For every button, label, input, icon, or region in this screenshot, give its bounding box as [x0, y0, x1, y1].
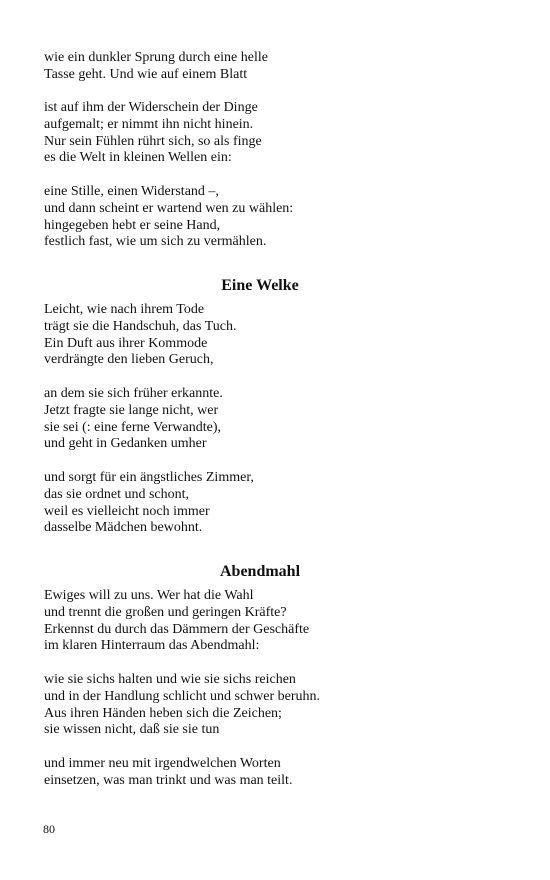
- poem-line: und trennt die großen und geringen Kräfte?: [44, 604, 287, 620]
- stanza-abendmahl-3: [44, 756, 292, 790]
- poem-line: und sorgt für ein ängstliches Zimmer,: [44, 470, 254, 485]
- stanza-eine-welke-1: [44, 302, 236, 369]
- poem-line: und geht in Gedanken umher: [44, 436, 207, 452]
- stanza-abendmahl-2: [44, 672, 320, 739]
- poem-line: dasselbe Mädchen bewohnt.: [44, 520, 203, 536]
- poem-line: Leicht, wie nach ihrem Tode: [44, 302, 205, 317]
- poem-line: Ein Duft aus ihrer Kommode: [44, 335, 208, 351]
- stanza-continued-2: [44, 100, 262, 167]
- poem-line: Ewiges will zu uns. Wer hat die Wahl: [44, 588, 254, 603]
- poem-line: verdrängte den lieben Geruch,: [44, 352, 214, 368]
- poem-line: wie sie sichs halten und wie sie sichs reichen: [44, 672, 296, 687]
- poem-line: trägt sie die Handschuh, das Tuch.: [44, 318, 237, 334]
- poem-line: aufgemalt; er nimmt ihn nicht hinein.: [44, 116, 254, 132]
- poem-line: Nur sein Fühlen rührt sich, so als finge: [44, 133, 262, 149]
- poem-line: festlich fast, wie um sich zu vermählen.: [44, 234, 267, 250]
- poem-line: sie sei (: eine ferne Verwandte),: [44, 419, 221, 435]
- stanza-eine-welke-3: [44, 470, 254, 537]
- poem-line: ist auf ihm der Widerschein der Dinge: [44, 100, 258, 115]
- poem-line: im klaren Hinterraum das Abendmahl:: [44, 638, 260, 654]
- poem-line: eine Stille, einen Widerstand –,: [44, 184, 219, 199]
- poem-line: einsetzen, was man trinkt und was man teilt.: [44, 772, 293, 788]
- poem-line: es die Welt in kleinen Wellen ein:: [44, 150, 232, 166]
- poem-title-eine-welke: Eine Welke: [221, 277, 299, 294]
- poem-line: und dann scheint er wartend wen zu wählen:: [44, 200, 294, 216]
- poem-line: das sie ordnet und schont,: [44, 486, 190, 502]
- poem-line: weil es vielleicht noch immer: [44, 503, 210, 519]
- poem-line: Aus ihren Händen heben sich die Zeichen;: [44, 705, 282, 721]
- poem-line: an dem sie sich früher erkannte.: [44, 386, 223, 401]
- stanza-continued-3: [44, 184, 293, 251]
- stanza-eine-welke-2: [44, 386, 223, 453]
- poem-line: und immer neu mit irgendwelchen Worten: [44, 756, 281, 771]
- poem-line: sie wissen nicht, daß sie sie tun: [44, 722, 220, 738]
- stanza-abendmahl-1: [44, 588, 309, 655]
- poem-line: wie ein dunkler Sprung durch eine helle: [44, 50, 268, 65]
- poem-line: Jetzt fragte sie lange nicht, wer: [44, 402, 219, 418]
- poem-title-abendmahl: Abendmahl: [219, 563, 301, 580]
- poem-line: Tasse geht. Und wie auf einem Blatt: [44, 66, 248, 82]
- poem-line: Erkennst du durch das Dämmern der Geschäfte: [44, 621, 310, 637]
- stanza-continued-1: [44, 50, 268, 84]
- poem-line: und in der Handlung schlicht und schwer beruhn.: [44, 688, 321, 704]
- poem-line: hingegeben hebt er seine Hand,: [44, 217, 221, 233]
- page-number: 80: [43, 822, 55, 836]
